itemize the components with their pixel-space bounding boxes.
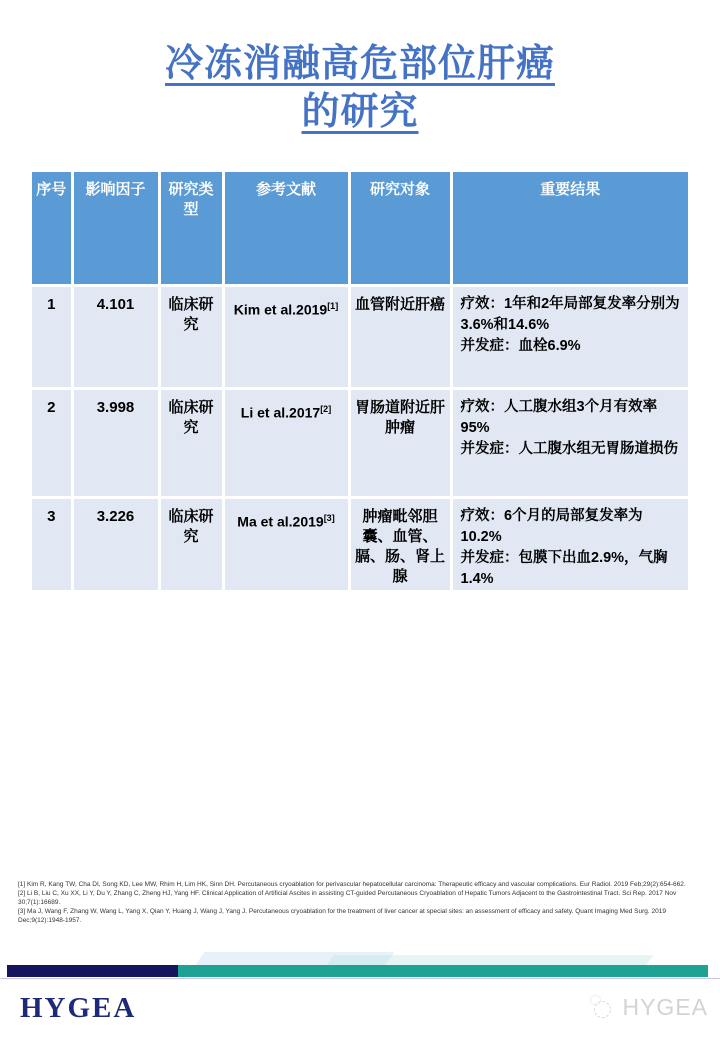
reference-superscript: [2] — [320, 403, 332, 414]
cell-study-type: 临床研究 — [159, 388, 223, 497]
result-efficacy: 疗效：1年和2年局部复发率分别为3.6%和14.6% — [460, 295, 680, 333]
result-complications: 并发症：人工腹水组无胃肠道损伤 — [460, 440, 678, 457]
cell-impact-factor: 3.998 — [72, 388, 159, 497]
cell-study-type: 临床研究 — [159, 285, 223, 388]
hygea-watermark — [590, 994, 708, 1021]
footnote-3: [3] Ma J, Wang F, Zhang W, Wang L, Yang X, Qian Y, Huang J, Wang J, Yang J. Percutaneous cryoablation for the treatment of liver cancer at special sites: an assessment of efficacy and safety. Quant Imaging Med Surg. 2019 Dec;9(12):1948-1957. — [18, 908, 666, 924]
cell-reference — [223, 388, 349, 497]
reference-superscript: [1] — [327, 300, 339, 311]
header-subject: 研究对象 — [349, 172, 451, 285]
cell-impact-factor: 4.101 — [72, 285, 159, 388]
footer-bar-teal — [178, 965, 708, 977]
table-row — [32, 497, 688, 591]
cell-key-result — [451, 497, 688, 591]
result-complications: 并发症：血栓6.9% — [460, 337, 581, 354]
cell-reference — [223, 285, 349, 388]
cell-key-result — [451, 285, 688, 388]
reference-text: Kim et al.2019 — [233, 301, 328, 318]
cell-study-type: 临床研究 — [159, 497, 223, 591]
cell-no: 1 — [32, 285, 72, 388]
cell-no: 3 — [32, 497, 72, 591]
cell-key-result — [451, 388, 688, 497]
table-header-row — [32, 172, 688, 285]
result-efficacy: 疗效：6个月的局部复发率为10.2% — [460, 507, 643, 545]
reference-text: Li et al.2017 — [240, 404, 321, 421]
result-efficacy: 疗效：人工腹水组3个月有效率95% — [460, 398, 658, 436]
reference-footnotes — [18, 880, 706, 925]
hygea-emblem-icon — [590, 995, 616, 1021]
reference-text: Ma et al.2019 — [237, 513, 324, 530]
cell-subject: 肿瘤毗邻胆囊、血管、膈、肠、肾上腺 — [349, 497, 451, 591]
header-no: 序号 — [32, 172, 72, 285]
cell-subject: 血管附近肝癌 — [349, 285, 451, 388]
cell-subject: 胃肠道附近肝肿瘤 — [349, 388, 451, 497]
watermark-label: HYGEA — [622, 994, 708, 1020]
cell-reference — [223, 497, 349, 591]
table-row — [32, 388, 688, 497]
page-title-line1: 冷冻消融高危部位肝癌 — [164, 43, 555, 85]
page-title-line2: 的研究 — [301, 91, 419, 133]
study-table — [32, 172, 688, 593]
result-complications: 并发症：包膜下出血2.9%，气胸1.4% — [460, 549, 668, 587]
table-row — [32, 285, 688, 388]
footer-divider — [0, 978, 720, 979]
cell-no: 2 — [32, 388, 72, 497]
header-key-result: 重要结果 — [451, 172, 688, 285]
header-study-type: 研究类型 — [159, 172, 223, 285]
header-impact-factor: 影响因子 — [72, 172, 159, 285]
hygea-logo: HYGEA — [20, 992, 137, 1024]
footer-bar-navy — [7, 965, 178, 977]
header-reference: 参考文献 — [223, 172, 349, 285]
footnote-1: [1] Kim R, Kang TW, Cha DI, Song KD, Lee MW, Rhim H, Lim HK, Sinn DH. Percutaneous cryoablation for perivascular hepatocellular carcinoma: Therapeutic efficacy and vascular complications. Eur Radiol. 2019 Feb;29(2):654-662. — [18, 881, 686, 888]
cell-impact-factor: 3.226 — [72, 497, 159, 591]
page-title — [0, 40, 720, 136]
decorative-shape — [326, 955, 653, 965]
footnote-2: [2] Li B, Liu C, Xu XX, Li Y, Du Y, Zhang C, Zheng HJ, Yang HF. Clinical Application of Artificial Ascites in assisting CT-guided Percutaneous Cryoablation of Hepatic Tumors Adjacent to the Gastrointestinal Tract. Sci Rep. 2017 Nov 30;7(1):16689. — [18, 890, 677, 906]
reference-superscript: [3] — [323, 512, 335, 523]
